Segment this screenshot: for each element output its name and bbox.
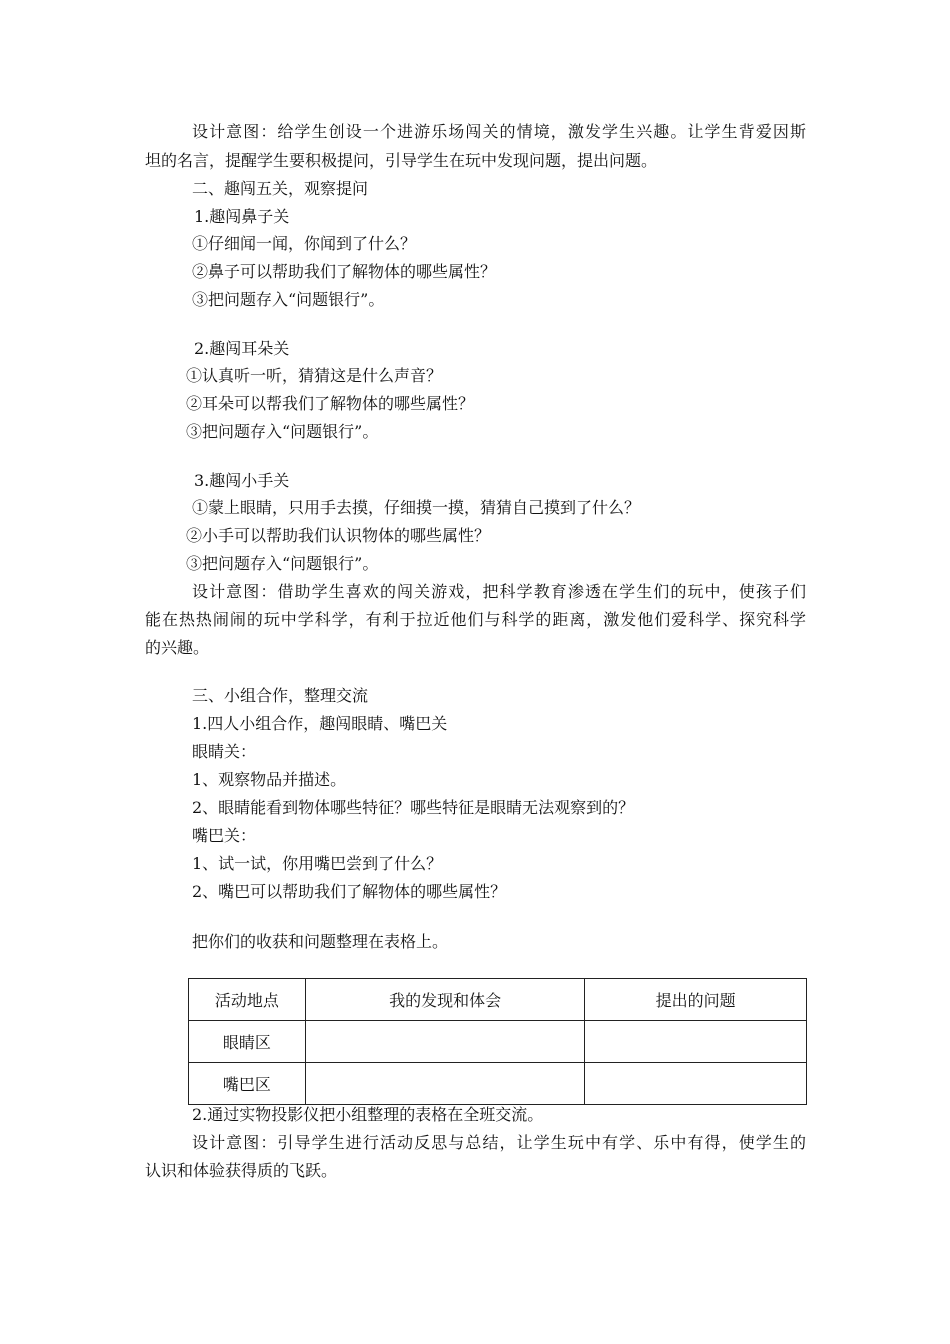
hand-item-3: ③把问题存入“问题银行”。 <box>186 554 379 573</box>
ear-item-1: ①认真听一听，猜猜这是什么声音？ <box>186 366 443 385</box>
table-cell: 嘴巴区 <box>189 1063 306 1105</box>
design-intent-3-line1: 设计意图：引导学生进行活动反思与总结，让学生玩中有学、乐中有得，使学生的 <box>192 1133 806 1152</box>
mouth-item-2: 2、嘴巴可以帮助我们了解物体的哪些属性？ <box>192 882 507 901</box>
mouth-pass-title: 嘴巴关： <box>192 826 257 845</box>
table-intro: 把你们的收获和问题整理在表格上。 <box>192 932 449 951</box>
table-cell: 眼睛区 <box>189 1021 306 1063</box>
design-intent-2-line1: 设计意图：借助学生喜欢的闯关游戏，把科学教育渗透在学生们的玩中，使孩子们 <box>192 582 806 601</box>
ear-pass-title: 2.趣闯耳朵关 <box>194 339 290 358</box>
design-intent-3-line2: 认识和体验获得质的飞跃。 <box>145 1161 338 1180</box>
hand-item-2: ②小手可以帮助我们认识物体的哪些属性？ <box>186 526 491 545</box>
design-intent-2-line3: 的兴趣。 <box>145 638 210 657</box>
ear-item-2: ②耳朵可以帮我们了解物体的哪些属性？ <box>186 394 475 413</box>
nose-pass-title: 1.趣闯鼻子关 <box>194 207 290 226</box>
projector-exchange: 2.通过实物投影仪把小组整理的表格在全班交流。 <box>192 1105 544 1124</box>
nose-item-3: ③把问题存入“问题银行”。 <box>192 290 385 309</box>
group-cooperation-title: 1.四人小组合作，趣闯眼睛、嘴巴关 <box>192 714 448 733</box>
eye-pass-title: 眼睛关： <box>192 742 257 761</box>
record-table <box>188 978 807 1105</box>
table-header-cell: 我的发现和体会 <box>305 979 585 1021</box>
table-row <box>189 1021 807 1063</box>
design-intent-2-line2: 能在热热闹闹的玩中学科学，有利于拉近他们与科学的距离，激发他们爱科学、探究科学 <box>145 610 806 629</box>
eye-item-2: 2、眼睛能看到物体哪些特征？哪些特征是眼睛无法观察到的？ <box>192 798 635 817</box>
table-cell <box>305 1063 585 1105</box>
design-intent-1-line2: 坦的名言，提醒学生要积极提问，引导学生在玩中发现问题，提出问题。 <box>145 151 658 170</box>
design-intent-1-line1: 设计意图：给学生创设一个进游乐场闯关的情境，激发学生兴趣。让学生背爱因斯 <box>192 122 806 141</box>
mouth-item-1: 1、试一试，你用嘴巴尝到了什么？ <box>192 854 443 873</box>
section-3-heading: 三、小组合作，整理交流 <box>192 686 369 705</box>
ear-item-3: ③把问题存入“问题银行”。 <box>186 422 379 441</box>
table-header-cell: 活动地点 <box>189 979 306 1021</box>
table-cell <box>305 1021 585 1063</box>
table-cell <box>585 1021 807 1063</box>
hand-item-1: ①蒙上眼睛，只用手去摸，仔细摸一摸，猜猜自己摸到了什么？ <box>192 498 641 517</box>
table-cell <box>585 1063 807 1105</box>
nose-item-1: ①仔细闻一闻，你闻到了什么？ <box>192 234 417 253</box>
eye-item-1: 1、观察物品并描述。 <box>192 770 347 789</box>
section-2-heading: 二、趣闯五关，观察提问 <box>192 179 369 198</box>
nose-item-2: ②鼻子可以帮助我们了解物体的哪些属性？ <box>192 262 497 281</box>
hand-pass-title: 3.趣闯小手关 <box>194 471 290 490</box>
table-header-cell: 提出的问题 <box>585 979 807 1021</box>
table-row <box>189 1063 807 1105</box>
table-header-row <box>189 979 807 1021</box>
